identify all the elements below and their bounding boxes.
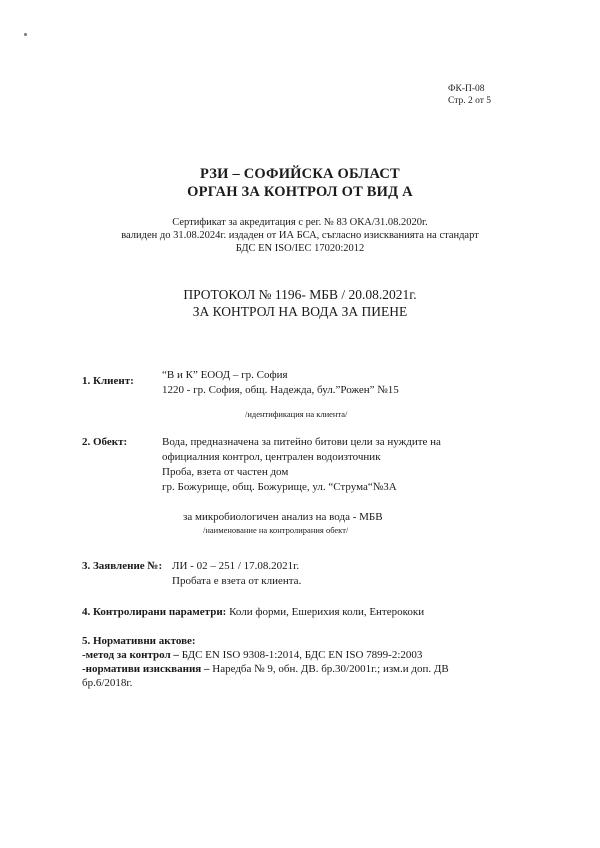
client-label: 1. Клиент: bbox=[82, 375, 134, 387]
requirements-label: -нормативи изисквания – bbox=[82, 663, 210, 675]
accreditation-line-1: Сертификат за акредитация с рег. № 83 ОКА/31.08.2020г. bbox=[172, 217, 428, 228]
protocol-subject: ЗА КОНТРОЛ НА ВОДА ЗА ПИЕНЕ bbox=[192, 304, 408, 319]
normative-label: 5. Нормативни актове: bbox=[82, 635, 196, 647]
method-value: БДС EN ISO 9308-1:2014, БДС EN ISO 7899-2:2003 bbox=[181, 649, 423, 661]
client-address: 1220 - гр. София, общ. Надежда, бул.”Рожен” №15 bbox=[162, 384, 399, 396]
requirements-row bbox=[82, 662, 449, 676]
parameters-row bbox=[82, 605, 424, 619]
client-note: /идентификация на клиента/ bbox=[245, 409, 348, 419]
protocol-number: ПРОТОКОЛ № 1196- МБВ / 20.08.2021г. bbox=[183, 287, 417, 302]
object-purpose: за микробиологичен анализ на вода - МБВ bbox=[183, 511, 383, 523]
client-name: “В и К” ЕООД – гр. София bbox=[162, 369, 288, 381]
form-code: ФК-П-08 bbox=[448, 84, 485, 94]
scan-mark bbox=[24, 33, 27, 36]
statement-note: Пробата е взета от клиента. bbox=[172, 575, 302, 587]
parameters-value: Коли форми, Ешерихия коли, Ентерококи bbox=[229, 606, 425, 618]
organization-subtitle: ОРГАН ЗА КОНТРОЛ ОТ ВИД А bbox=[187, 184, 413, 200]
object-line-2: официалния контрол, централен водоизточник bbox=[162, 451, 381, 463]
requirements-value: Наредба № 9, обн. ДВ. бр.30/2001г.; изм.и доп. ДВ bbox=[212, 663, 449, 675]
accreditation-line-2: валиден до 31.08.2024г. издаден от ИА БСА, съгласно изискванията на стандарт bbox=[121, 230, 479, 241]
organization-title: РЗИ – СОФИЙСКА ОБЛАСТ bbox=[200, 166, 400, 182]
page-number: Стр. 2 от 5 bbox=[448, 96, 492, 106]
statement-label: 3. Заявление №: bbox=[82, 560, 163, 572]
object-line-4: гр. Божурище, общ. Божурище, ул. “Струма“№3А bbox=[162, 481, 397, 493]
method-row bbox=[82, 648, 422, 662]
statement-number: ЛИ - 02 – 251 / 17.08.2021г. bbox=[172, 560, 300, 572]
accreditation-line-3: БДС EN ISO/IEC 17020:2012 bbox=[235, 243, 365, 254]
object-line-1: Вода, предназначена за питейно битови цели за нуждите на bbox=[162, 436, 441, 448]
object-line-3: Проба, взета от частен дом bbox=[162, 466, 289, 478]
requirements-value-continued: бр.6/2018г. bbox=[82, 677, 133, 689]
parameters-label: 4. Контролирани параметри: bbox=[82, 606, 227, 618]
object-label: 2. Обект: bbox=[82, 436, 128, 448]
method-label: -метод за контрол – bbox=[82, 649, 179, 661]
object-purpose-note: /наименование на контролирания обект/ bbox=[203, 525, 349, 535]
